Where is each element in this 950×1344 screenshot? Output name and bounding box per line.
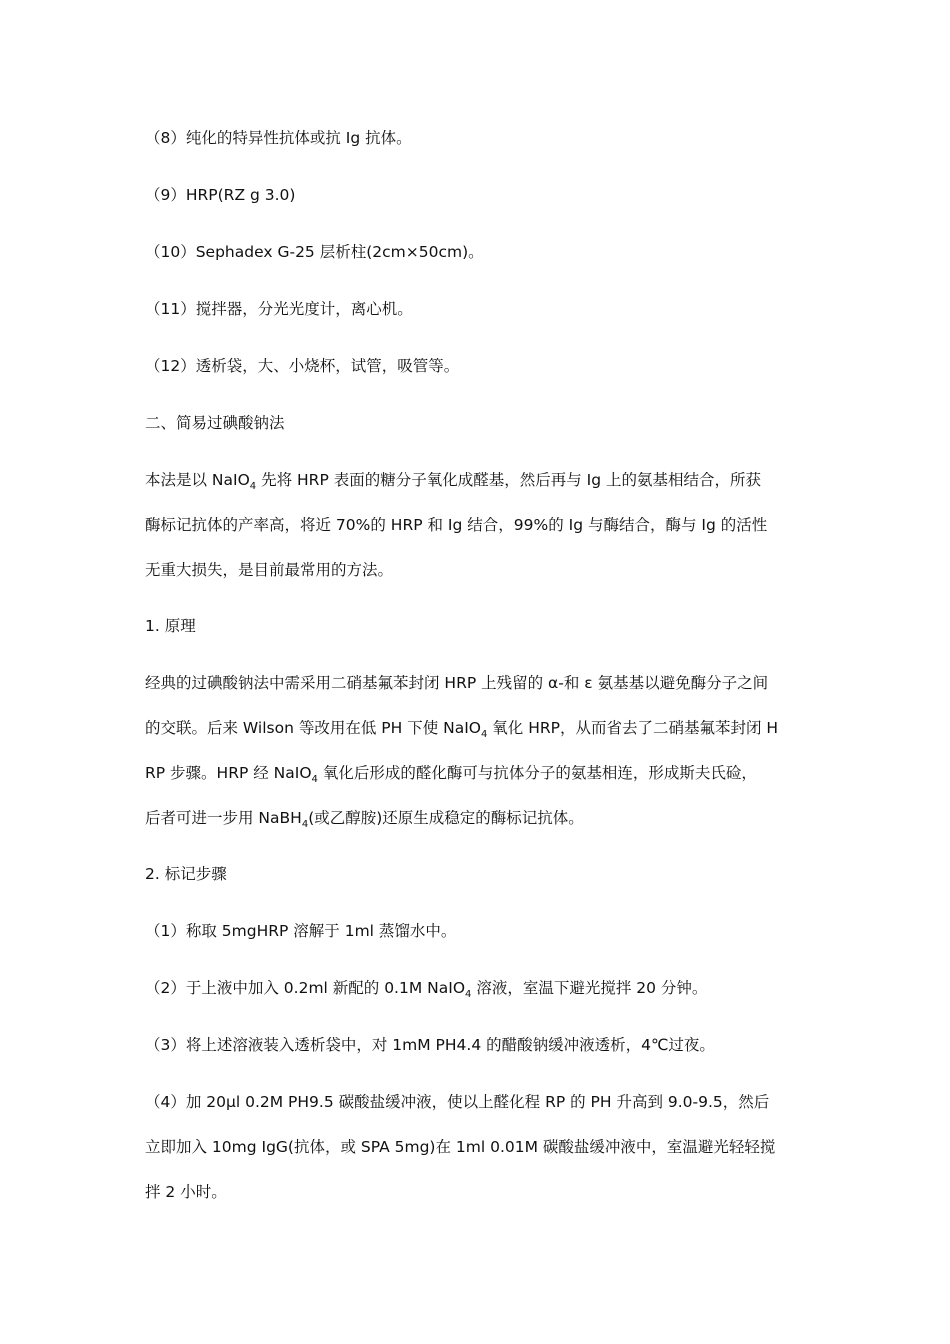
steps-heading: 2. 标记步骤 [145, 865, 227, 883]
step-item-4-line-2: 立即加入 10mg IgG(抗体，或 SPA 5mg)在 1ml 0.01M 碳酸盐缓冲液中，室温避光轻轻搅 [145, 1138, 776, 1156]
step-item-2: （2）于上液中加入 0.2ml 新配的 0.1M NaIO$_4$ 溶液，室温下避光搅拌 20 分钟。 [145, 979, 708, 998]
principle-line-3: RP 步骤。HRP 经 NaIO$_4$ 氧化后形成的醛化酶可与抗体分子的氨基相连，形成斯夫氏硷， [145, 764, 757, 783]
step-item-4-line-1: （4）加 20μl 0.2M PH9.5 碳酸盐缓冲液，使以上醛化程 RP 的 PH 升高到 9.0-9.5，然后 [145, 1093, 770, 1111]
step-item-1: （1）称取 5mgHRP 溶解于 1ml 蒸馏水中。 [145, 922, 457, 940]
step-item-3: （3）将上述溶液装入透析袋中，对 1mM PH4.4 的醋酸钠缓冲液透析，4℃过夜。 [145, 1036, 715, 1054]
list-item: （8）纯化的特异性抗体或抗 Ig 抗体。 [145, 129, 412, 147]
principle-line-2: 的交联。后来 Wilson 等改用在低 PH 下使 NaIO$_4$ 氧化 HRP，从而省去了二硝基氟苯封闭 H [145, 719, 779, 738]
principle-line-4: 后者可进一步用 NaBH$_4$(或乙醇胺)还原生成稳定的酶标记抗体。 [145, 809, 584, 828]
list-item: （11）搅拌器，分光光度计，离心机。 [145, 300, 413, 318]
section-title: 二、简易过碘酸钠法 [145, 414, 285, 432]
principle-heading: 1. 原理 [145, 617, 196, 635]
principle-line-1: 经典的过碘酸钠法中需采用二硝基氟苯封闭 HRP 上残留的 α-和 ε 氨基基以避免酶分子之间 [145, 674, 769, 692]
list-item: （9）HRP(RZ g 3.0) [145, 186, 296, 204]
intro-line-1: 本法是以 NaIO$_4$ 先将 HRP 表面的糖分子氧化成醛基，然后再与 Ig 上的氨基相结合，所获 [145, 471, 761, 490]
intro-line-3: 无重大损失，是目前最常用的方法。 [145, 561, 394, 579]
intro-line-2: 酶标记抗体的产率高，将近 70%的 HRP 和 Ig 结合，99%的 Ig 与酶结合，酶与 Ig 的活性 [145, 516, 768, 534]
step-item-4-line-3: 拌 2 小时。 [145, 1183, 227, 1201]
list-item: （12）透析袋，大、小烧杯，试管，吸管等。 [145, 357, 460, 375]
list-item: （10）Sephadex G-25 层析柱(2cm×50cm)。 [145, 243, 484, 261]
